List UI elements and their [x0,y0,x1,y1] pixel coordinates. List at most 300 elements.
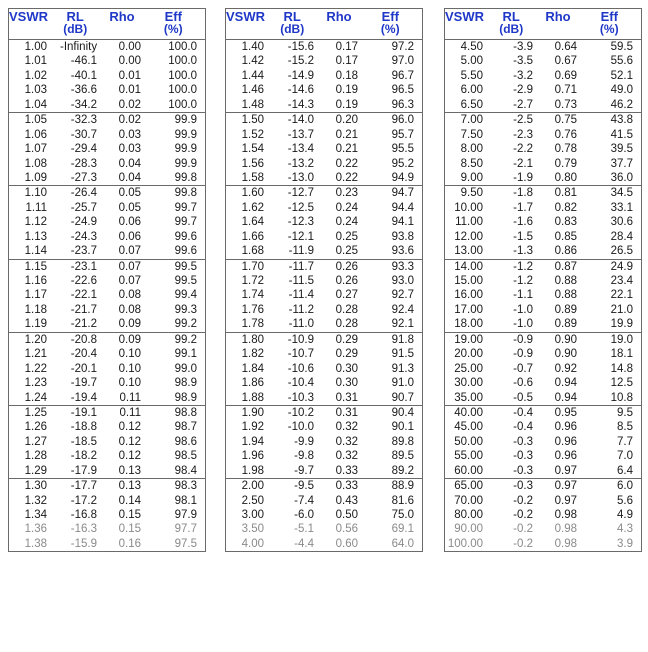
cell-eff: 9.5 [617,406,633,419]
table-row [226,98,422,112]
cell-eff: 98.3 [174,480,197,493]
cell-vswr: 1.38 [24,537,47,550]
cell-rl: -23.1 [70,260,97,273]
cell-rho: 0.27 [335,289,358,302]
cell-eff: 99.5 [174,260,197,273]
cell-rho: 0.89 [554,303,577,316]
cell-vswr: 1.50 [241,114,264,127]
row-group [226,185,422,258]
cell-rl: -10.3 [287,391,314,404]
cell-eff: 26.5 [610,245,633,258]
cell-vswr: 4.50 [460,41,483,53]
cell-rl: -2.5 [513,114,533,127]
cell-eff: 28.4 [610,230,633,243]
header-label: Rho [109,9,135,24]
cell-eff: 100.0 [168,84,197,97]
cell-eff: 89.8 [391,435,414,448]
cell-rl: -14.3 [287,98,314,111]
table-row [9,376,205,390]
cell-rl: -19.4 [70,391,97,404]
cell-vswr: 5.50 [460,69,483,82]
cell-rho: 0.33 [335,464,358,477]
cell-rl: -Infinity [60,41,98,53]
table-header [226,9,422,39]
table-row [445,230,641,244]
header-label: VSWR [445,9,484,24]
cell-rho: 0.09 [118,333,141,346]
cell-eff: 92.4 [391,303,414,316]
table-row [9,83,205,97]
cell-rl: -0.2 [513,537,533,550]
cell-vswr: 1.60 [241,187,264,200]
row-group [9,259,205,332]
cell-rho: 0.98 [554,523,577,536]
cell-rho: 0.32 [335,435,358,448]
cell-vswr: 1.22 [24,362,47,375]
cell-eff: 3.9 [617,537,633,550]
row-group [445,405,641,478]
cell-rl: -32.3 [70,114,97,127]
cell-vswr: 1.96 [241,450,264,463]
table-row [226,128,422,142]
cell-rl: -0.3 [513,464,533,477]
cell-rho: 0.90 [554,333,577,346]
cell-eff: 95.7 [391,128,414,141]
cell-rl: -18.8 [70,421,97,434]
cell-vswr: 1.16 [24,275,47,287]
cell-eff: 39.5 [610,143,633,156]
cell-rl: -1.3 [513,245,533,258]
cell-rho: 0.23 [335,187,358,200]
cell-rho: 0.79 [554,157,577,170]
table-row [226,288,422,302]
cell-rl: -25.7 [70,201,97,214]
cell-rho: 0.15 [118,509,141,521]
cell-rho: 0.12 [118,450,141,463]
header-rl [490,9,538,39]
table-row [445,317,641,331]
cell-eff: 6.0 [617,480,633,493]
header-label: RL [66,9,84,24]
cell-rl: -10.9 [287,333,314,346]
cell-rl: -14.6 [287,84,314,97]
cell-vswr: 14.00 [454,260,483,273]
cell-rho: 0.17 [335,55,358,68]
cell-rl: -21.7 [70,303,97,316]
cell-rho: 0.95 [554,406,577,419]
cell-rl: -0.5 [513,391,533,404]
cell-eff: 93.8 [391,230,414,243]
cell-rho: 0.22 [335,171,358,184]
cell-eff: 97.2 [391,41,414,53]
cell-rho: 0.04 [118,157,141,170]
cell-rho: 0.15 [118,523,141,536]
cell-rl: -1.9 [513,171,533,184]
table-row [9,274,205,288]
cell-eff: 100.0 [168,41,197,53]
cell-vswr: 6.50 [460,98,483,111]
cell-vswr: 1.86 [241,377,264,390]
cell-rl: -24.9 [70,216,97,229]
cell-rho: 0.11 [119,406,141,419]
cell-eff: 7.0 [617,450,633,463]
cell-eff: 24.9 [610,260,633,273]
cell-rl: -16.8 [70,509,97,521]
table-row [226,186,422,200]
cell-rl: -30.7 [70,128,97,141]
table-row [445,391,641,405]
cell-rho: 0.18 [335,69,358,82]
cell-rl: -2.1 [513,157,533,170]
table-row [9,157,205,171]
table-row [9,215,205,229]
cell-rl: -0.3 [513,450,533,463]
table-row [226,171,422,185]
header-vswr [445,9,490,39]
cell-rho: 0.24 [335,201,358,214]
cell-rho: 0.29 [335,333,358,346]
table-row [226,406,422,420]
cell-rl: -1.8 [513,187,533,200]
cell-rl: -11.7 [288,260,314,273]
cell-eff: 14.8 [610,362,633,375]
cell-eff: 94.4 [391,201,414,214]
table-row [226,201,422,215]
cell-eff: 99.4 [174,289,197,302]
cell-rl: -15.6 [287,41,314,53]
cell-vswr: 90.00 [454,523,483,536]
cell-vswr: 1.74 [241,289,264,302]
header-rho [319,9,366,39]
table-row [226,40,422,54]
table-row [9,244,205,258]
cell-rl: -22.1 [70,289,97,302]
cell-vswr: 1.00 [24,41,47,53]
cell-vswr: 7.00 [460,114,483,127]
table-row [9,128,205,142]
cell-eff: 4.9 [617,509,633,521]
cell-rl: -27.3 [70,171,97,184]
cell-eff: 5.6 [617,494,633,507]
cell-rl: -18.5 [70,435,97,448]
cell-rho: 0.01 [118,84,141,97]
cell-eff: 30.6 [610,216,633,229]
table-row [445,128,641,142]
cell-vswr: 1.21 [24,348,47,361]
cell-rho: 0.94 [554,391,577,404]
cell-vswr: 3.00 [241,509,264,521]
cell-vswr: 1.48 [241,98,264,111]
cell-rho: 0.10 [118,377,141,390]
cell-rho: 0.26 [335,275,358,287]
cell-eff: 37.7 [610,157,633,170]
table-row [9,494,205,508]
cell-eff: 97.9 [174,509,197,521]
cell-rho: 0.21 [335,128,358,141]
cell-vswr: 1.26 [24,421,47,434]
cell-rho: 0.19 [335,98,358,111]
cell-rl: -18.2 [70,450,97,463]
cell-vswr: 1.20 [24,333,47,346]
table-row [226,479,422,493]
cell-rho: 0.07 [118,260,141,273]
cell-rho: 0.78 [554,143,577,156]
header-label: RL [502,9,520,24]
cell-rho: 0.31 [335,391,358,404]
cell-rho: 0.02 [118,114,141,127]
cell-rho: 0.09 [118,318,141,331]
cell-eff: 91.0 [391,377,414,390]
cell-rho: 0.64 [554,41,577,53]
cell-eff: 99.2 [174,318,197,331]
cell-rho: 0.10 [118,348,141,361]
cell-eff: 99.9 [174,128,197,141]
cell-rl: -0.4 [513,421,533,434]
row-group [445,39,641,112]
cell-eff: 98.8 [174,406,197,419]
cell-eff: 93.0 [391,275,414,287]
cell-rho: 0.13 [118,464,141,477]
cell-vswr: 1.27 [24,435,47,448]
cell-eff: 99.5 [174,275,197,287]
cell-rho: 0.97 [554,494,577,507]
cell-eff: 33.1 [610,201,633,214]
row-group [226,478,422,551]
table-row [445,406,641,420]
cell-rl: -0.6 [513,377,533,390]
table-row [226,317,422,331]
cell-vswr: 1.14 [24,245,47,258]
cell-vswr: 1.36 [24,523,47,536]
cell-rl: -36.6 [70,84,97,97]
cell-rho: 0.19 [335,84,358,97]
cell-rho: 0.20 [335,114,358,127]
table-row [9,303,205,317]
table-row [445,508,641,522]
table-row [9,171,205,185]
cell-eff: 99.3 [174,303,197,316]
table-row [445,435,641,449]
cell-vswr: 1.01 [24,55,47,68]
table-row [445,420,641,434]
cell-vswr: 1.72 [241,275,264,287]
cell-eff: 49.0 [610,84,633,97]
cell-vswr: 80.00 [454,509,483,521]
cell-rl: -1.2 [513,275,533,287]
table-row [9,98,205,112]
row-group [445,259,641,332]
table-row [445,449,641,463]
table-row [9,288,205,302]
cell-vswr: 1.09 [24,171,47,184]
cell-rl: -24.3 [70,230,97,243]
cell-rl: -19.7 [70,377,97,390]
cell-vswr: 40.00 [454,406,483,419]
cell-eff: 99.8 [174,171,197,184]
header-label: Eff [164,9,182,24]
cell-rl: -5.1 [294,523,314,536]
header-eff [149,9,205,39]
cell-rl: -0.9 [513,333,533,346]
table-row [226,230,422,244]
row-group [9,332,205,405]
table-row [445,215,641,229]
cell-rho: 0.67 [554,55,577,68]
cell-vswr: 1.46 [241,84,264,97]
cell-eff: 99.6 [174,230,197,243]
cell-vswr: 1.19 [24,318,47,331]
cell-rl: -13.0 [287,171,314,184]
table-row [9,40,205,54]
cell-vswr: 1.25 [24,406,47,419]
cell-eff: 96.5 [391,84,414,97]
cell-rl: -4.4 [294,537,314,550]
cell-rho: 0.25 [335,245,358,258]
cell-rho: 0.24 [335,216,358,229]
cell-vswr: 1.07 [24,143,47,156]
cell-vswr: 20.00 [454,348,483,361]
cell-rl: -1.6 [513,216,533,229]
cell-rl: -28.3 [70,157,97,170]
cell-vswr: 15.00 [454,275,483,287]
cell-eff: 99.1 [174,348,197,361]
cell-vswr: 1.84 [241,362,264,375]
cell-vswr: 1.23 [24,377,47,390]
cell-rho: 0.81 [554,187,577,200]
cell-rl: -15.9 [70,537,97,550]
cell-rl: -10.0 [287,421,314,434]
table-row [226,420,422,434]
table-row [9,186,205,200]
cell-eff: 59.5 [610,41,633,53]
row-group [445,112,641,185]
table-row [9,537,205,551]
cell-rho: 0.00 [118,55,141,68]
table-row [226,260,422,274]
cell-rho: 0.12 [118,421,141,434]
cell-vswr: 1.56 [241,157,264,170]
table-row [445,186,641,200]
cell-vswr: 60.00 [454,464,483,477]
table-row [445,376,641,390]
table-row [445,40,641,54]
header-rho [102,9,149,39]
cell-rho: 0.07 [118,275,141,287]
header-label: VSWR [226,9,265,24]
cell-eff: 98.9 [174,377,197,390]
cell-rl: -23.7 [70,245,97,258]
table-row [226,333,422,347]
cell-vswr: 35.00 [454,391,483,404]
cell-rho: 0.31 [335,406,358,419]
row-group [445,478,641,551]
row-group [226,39,422,112]
cell-rl: -29.4 [70,143,97,156]
cell-rho: 0.17 [335,41,358,53]
table-row [9,260,205,274]
cell-eff: 19.0 [610,333,633,346]
cell-eff: 98.5 [174,450,197,463]
cell-rl: -3.2 [513,69,533,82]
cell-rho: 0.75 [554,114,577,127]
row-group [445,185,641,258]
cell-eff: 99.9 [174,157,197,170]
cell-eff: 90.4 [391,406,414,419]
cell-eff: 12.5 [610,377,633,390]
cell-eff: 100.0 [168,69,197,82]
cell-eff: 23.4 [610,275,633,287]
cell-vswr: 1.06 [24,128,47,141]
cell-vswr: 19.00 [454,333,483,346]
cell-eff: 99.0 [174,362,197,375]
cell-vswr: 45.00 [454,421,483,434]
cell-eff: 22.1 [610,289,633,302]
cell-vswr: 9.50 [460,187,483,200]
table-row [445,244,641,258]
table-row [226,537,422,551]
cell-vswr: 30.00 [454,377,483,390]
cell-rho: 0.21 [335,143,358,156]
cell-vswr: 1.78 [241,318,264,331]
table-row [445,362,641,376]
table-row [226,54,422,68]
cell-vswr: 17.00 [454,303,483,316]
cell-vswr: 1.04 [24,98,47,111]
cell-eff: 75.0 [391,509,414,521]
cell-vswr: 1.92 [241,421,264,434]
cell-rho: 0.73 [554,98,577,111]
cell-eff: 88.9 [391,480,414,493]
cell-rho: 0.89 [554,318,577,331]
cell-rl: -17.2 [70,494,97,507]
cell-eff: 95.2 [391,157,414,170]
cell-rho: 0.96 [554,450,577,463]
cell-rl: -9.5 [294,480,314,493]
cell-vswr: 8.50 [460,157,483,170]
header-label: Eff [381,9,399,24]
header-unit: (dB) [499,22,524,36]
cell-vswr: 1.40 [241,41,264,53]
cell-rl: -13.4 [287,143,314,156]
cell-vswr: 1.66 [241,230,264,243]
table-row [226,69,422,83]
cell-rho: 0.03 [118,128,141,141]
cell-vswr: 11.00 [455,216,483,229]
cell-rho: 0.28 [335,318,358,331]
vswr-table-2 [225,8,423,552]
cell-rho: 0.13 [118,480,141,493]
cell-rl: -0.7 [513,362,533,375]
cell-vswr: 70.00 [454,494,483,507]
cell-vswr: 1.02 [24,69,47,82]
table-row [226,494,422,508]
cell-vswr: 18.00 [454,318,483,331]
header-label: Rho [545,9,571,24]
cell-eff: 100.0 [168,98,197,111]
cell-rho: 0.98 [554,537,577,550]
cell-rho: 0.87 [554,260,577,273]
cell-rl: -3.5 [513,55,533,68]
cell-rl: -10.2 [287,406,314,419]
cell-eff: 89.5 [391,450,414,463]
cell-rl: -9.7 [294,464,314,477]
cell-rho: 0.97 [554,464,577,477]
cell-rl: -20.1 [70,362,97,375]
cell-rl: -12.1 [287,230,314,243]
cell-eff: 81.6 [391,494,414,507]
cell-rho: 0.83 [554,216,577,229]
cell-rl: -0.2 [513,523,533,536]
